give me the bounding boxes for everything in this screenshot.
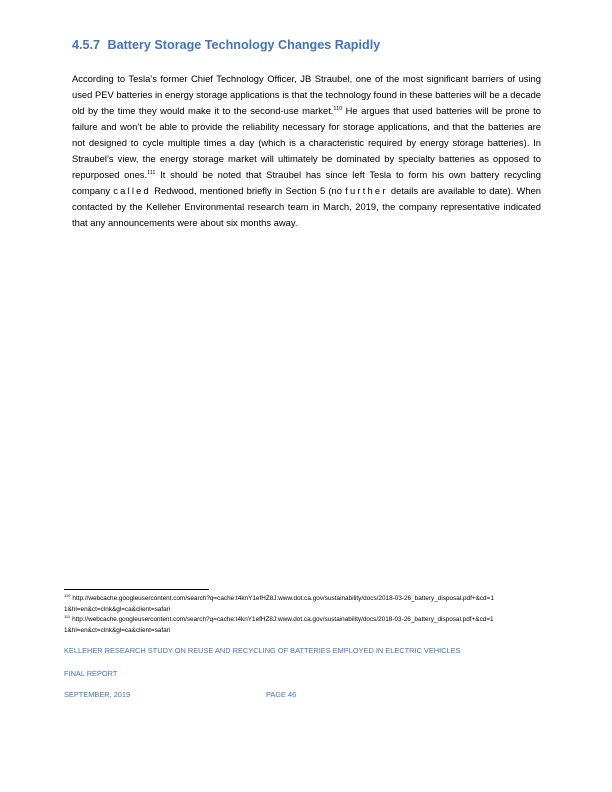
footnote-link[interactable]: http://webcache.googleusercontent.com/search?q=cache:t4knY1efHZ8J:www.dot.ca.gov/sustainability/docs/2018-03-26_battery_disposal.pdf+&cd=11&hl=en&ct=clnk&gl=ca&client=safari: [64, 595, 494, 613]
paragraph-text-2: He argues that used batteries will be prone to failure and won’t be able to provide the reliability necessary for storage applications, and that the batteries are not designed to cycle multiple times a day (which is a characteristic required by energy storage batteries). In Straubel’s view, the energy storage market will ultimately be dominated by specialty batteries as opposed to repurposed ones.: [72, 104, 541, 180]
footnote-111: [64, 615, 494, 636]
footer-date: SEPTEMBER, 2019: [64, 690, 131, 699]
spaced-word-further: further: [345, 184, 388, 196]
footnote-link[interactable]: http://webcache.googleusercontent.com/search?q=cache:t4knY1efHZ8J:www.dot.ca.gov/sustainability/docs/2018-03-26_battery_disposal.pdf+&cd=11&hl=en&ct=clnk&gl=ca&client=safari: [64, 616, 494, 634]
footnote-number: 111: [64, 614, 71, 620]
spaced-word-called: called: [113, 184, 151, 196]
page-number: PAGE 46: [266, 690, 297, 699]
footnote-reference-110[interactable]: 110: [333, 105, 343, 112]
section-title: Battery Storage Technology Changes Rapidly: [107, 38, 381, 52]
section-heading: [72, 38, 542, 52]
footer-report-label: FINAL REPORT: [64, 669, 118, 678]
paragraph-text-3: It should be noted that Straubel has since left Tesla to form his own battery recycling company: [72, 168, 541, 196]
section-number: 4.5.7: [72, 38, 101, 52]
footnotes: [64, 594, 494, 636]
paragraph-text-5: details are available to date). When contacted by the Kelleher Environmental research team in March, 2019, the company representative indicated that any announcements were about six months away.: [72, 184, 541, 228]
footnote-reference-111[interactable]: 111: [147, 169, 156, 176]
footnote-number: 110: [64, 592, 71, 598]
footnote-110: [64, 594, 494, 615]
body-paragraph: [72, 71, 541, 231]
footnote-separator: [64, 589, 209, 590]
footer-study-title: KELLEHER RESEARCH STUDY ON REUSE AND RECYCLING OF BATTERIES EMPLOYED IN ELECTRIC VEHICLES: [64, 646, 461, 655]
paragraph-text-4: Redwood, mentioned briefly in Section 5 (no: [150, 184, 346, 196]
paragraph-text-1: According to Tesla’s former Chief Technology Officer, JB Straubel, one of the most significant barriers of using used PEV batteries in energy storage applications is that the technology found in these batteries will be a decade old by the time they would make it to the second-use market.: [72, 73, 541, 116]
